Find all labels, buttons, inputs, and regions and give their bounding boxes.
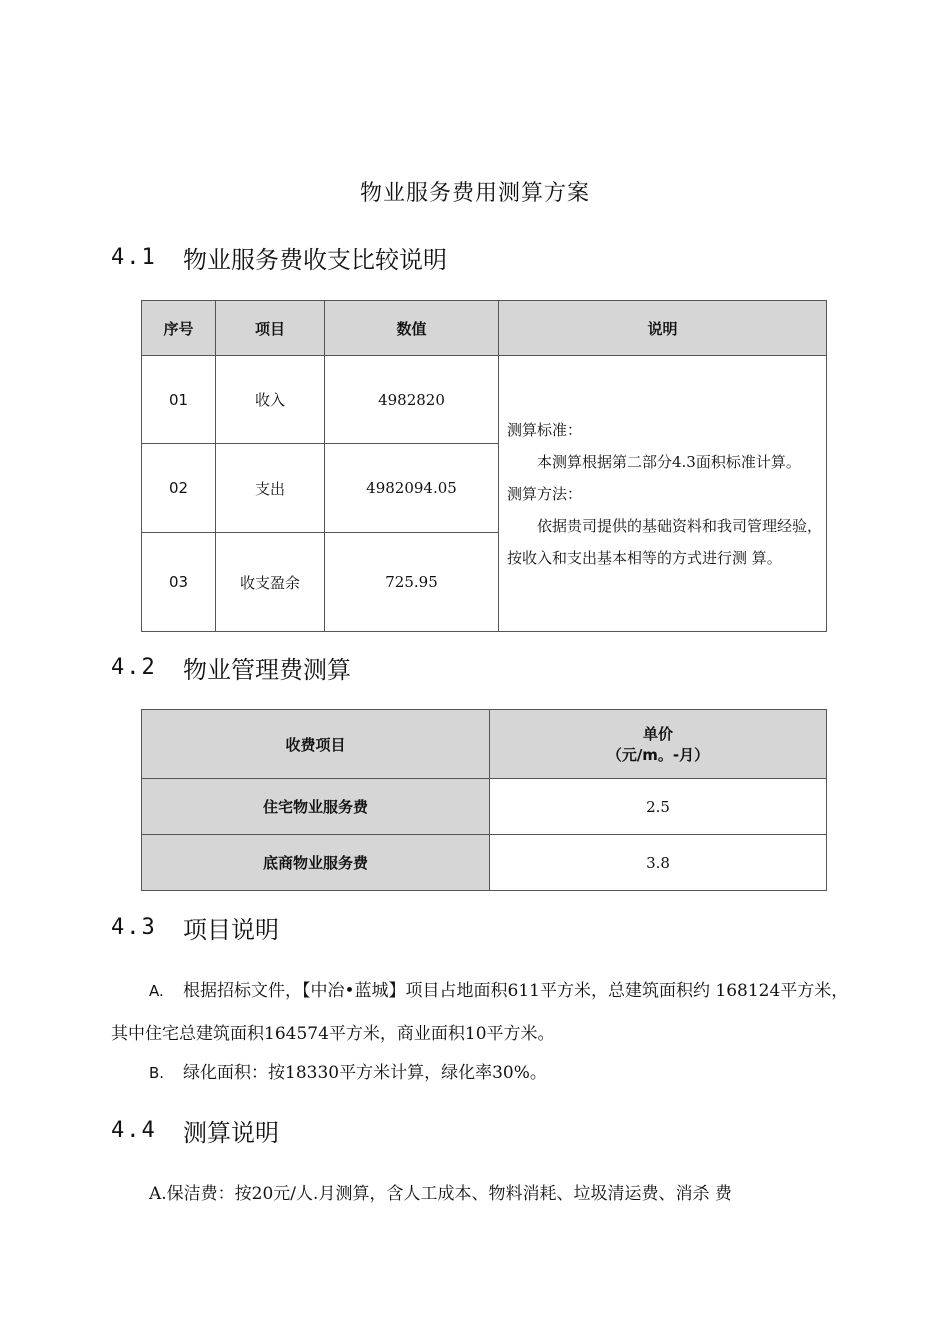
table-row bbox=[142, 779, 827, 835]
row-value: 4982820 bbox=[325, 356, 499, 444]
method-text: 依据贵司提供的基础资料和我司管理经验，按收入和支出基本相等的方式进行测 算。 bbox=[507, 516, 823, 567]
row-no: 02 bbox=[142, 444, 216, 533]
fee-item: 住宅物业服务费 bbox=[142, 779, 490, 835]
project-note-b bbox=[111, 1052, 856, 1095]
section-title: 测算说明 bbox=[183, 1119, 279, 1147]
col-header-unit-price bbox=[490, 710, 827, 779]
document-title: 物业服务费用测算方案 bbox=[359, 181, 590, 206]
table-header-row bbox=[142, 710, 827, 779]
unit-price-unit: （元/m。-月） bbox=[606, 746, 710, 764]
row-value: 4982094.05 bbox=[325, 444, 499, 533]
note-marker: B. bbox=[149, 1064, 165, 1082]
row-no: 01 bbox=[142, 356, 216, 444]
row-item: 支出 bbox=[216, 444, 325, 533]
table-row bbox=[142, 356, 827, 444]
col-header-value: 数值 bbox=[325, 301, 499, 356]
row-item: 收支盈余 bbox=[216, 533, 325, 632]
project-note-a bbox=[111, 970, 856, 1056]
note-text: 绿化面积：按18330平方米计算，绿化率30%。 bbox=[183, 1063, 547, 1083]
section-heading-4-1 bbox=[111, 240, 447, 275]
standard-label: 测算标准： bbox=[507, 420, 583, 439]
row-no: 03 bbox=[142, 533, 216, 632]
col-header-item: 项目 bbox=[216, 301, 325, 356]
method-label: 测算方法： bbox=[507, 484, 583, 503]
fee-price: 3.8 bbox=[490, 835, 827, 891]
col-header-fee-item: 收费项目 bbox=[142, 710, 490, 779]
section-number: 4.2 bbox=[111, 655, 157, 680]
table-header-row bbox=[142, 301, 827, 356]
note-text: 根据招标文件，【中冶•蓝城】项目占地面积611平方米，总建筑面积约 168124平方米，其中住宅总建筑面积164574平方米，商业面积10平方米。 bbox=[111, 981, 849, 1044]
section-heading-4-4 bbox=[111, 1113, 279, 1148]
section-title: 物业管理费测算 bbox=[183, 656, 351, 684]
section-heading-4-3 bbox=[111, 910, 279, 945]
management-fee-table bbox=[141, 709, 827, 891]
income-expense-table bbox=[141, 300, 827, 632]
unit-price-label: 单价 bbox=[642, 725, 673, 743]
col-header-desc: 说明 bbox=[499, 301, 827, 356]
note-text: A.保洁费：按20元/人.月测算，含人工成本、物料消耗、垃圾清运费、消杀 费 bbox=[149, 1184, 732, 1204]
note-marker: A. bbox=[149, 982, 164, 1000]
col-header-no: 序号 bbox=[142, 301, 216, 356]
table-row bbox=[142, 835, 827, 891]
calc-note-a bbox=[111, 1173, 856, 1216]
standard-text: 本测算根据第二部分4.3面积标准计算。 bbox=[537, 452, 801, 471]
section-heading-4-2 bbox=[111, 650, 351, 685]
fee-price: 2.5 bbox=[490, 779, 827, 835]
section-title: 物业服务费收支比较说明 bbox=[183, 246, 447, 274]
row-item: 收入 bbox=[216, 356, 325, 444]
section-number: 4.1 bbox=[111, 245, 157, 270]
section-title: 项目说明 bbox=[183, 916, 279, 944]
row-value: 725.95 bbox=[325, 533, 499, 632]
section-number: 4.4 bbox=[111, 1118, 157, 1143]
fee-item: 底商物业服务费 bbox=[142, 835, 490, 891]
section-number: 4.3 bbox=[111, 915, 157, 940]
description-cell bbox=[499, 356, 827, 632]
